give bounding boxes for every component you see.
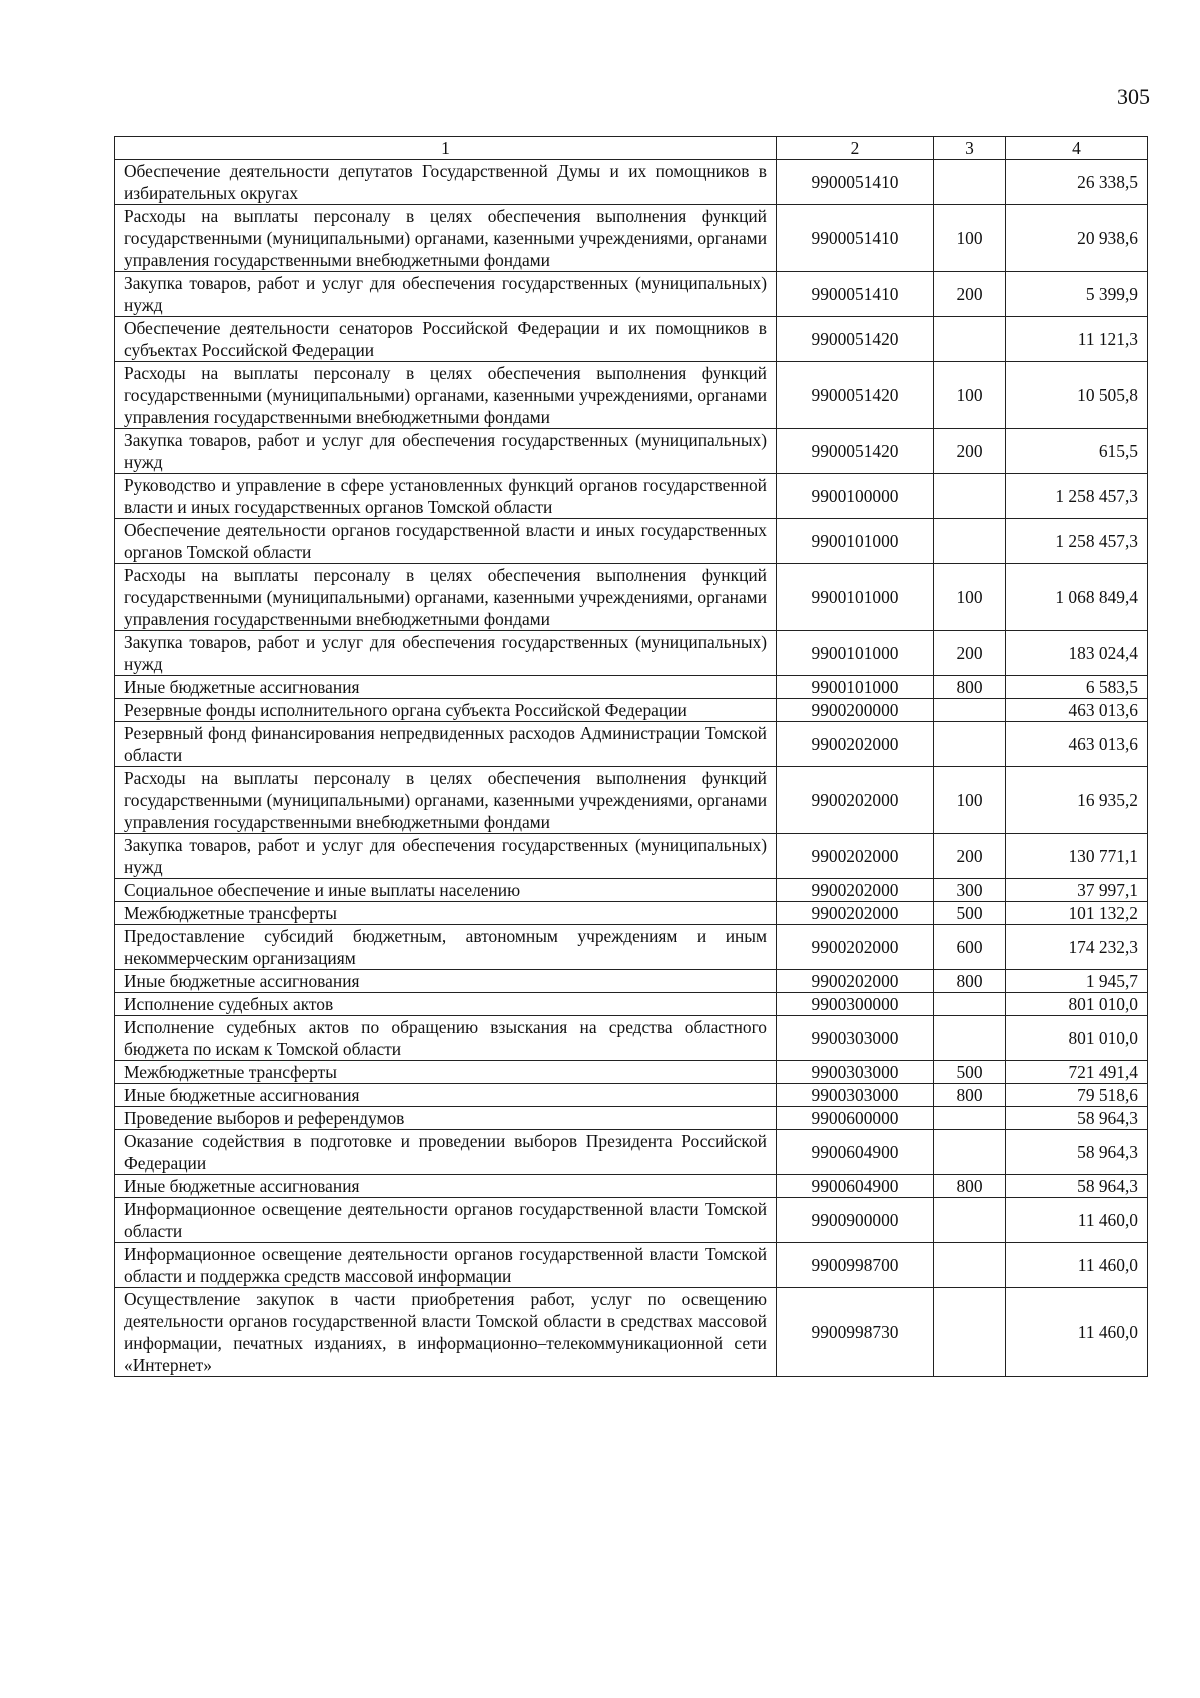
table-row xyxy=(115,564,1148,631)
row-name-cell: Осуществление закупок в части приобретения работ, услуг по освещению деятельности органов государственной власти Томской области в средствах массовой информации, печатных изданиях, в информационно–телекоммуникационной сети «Интернет» xyxy=(115,1288,777,1377)
row-code-cell: 9900202000 xyxy=(777,722,934,767)
row-type-cell xyxy=(934,474,1006,519)
row-sum-cell: 101 132,2 xyxy=(1006,902,1148,925)
table-row xyxy=(115,834,1148,879)
row-sum-cell: 11 460,0 xyxy=(1006,1243,1148,1288)
row-type-cell: 100 xyxy=(934,362,1006,429)
row-sum-cell: 79 518,6 xyxy=(1006,1084,1148,1107)
row-type-cell xyxy=(934,699,1006,722)
table-row xyxy=(115,519,1148,564)
row-name-cell: Руководство и управление в сфере установленных функций органов государственной власти и иных государственных органов Томской области xyxy=(115,474,777,519)
row-name-cell: Закупка товаров, работ и услуг для обеспечения государственных (муниципальных) нужд xyxy=(115,429,777,474)
row-code-cell: 9900900000 xyxy=(777,1198,934,1243)
table-row xyxy=(115,205,1148,272)
row-type-cell: 100 xyxy=(934,767,1006,834)
row-name-cell: Расходы на выплаты персоналу в целях обеспечения выполнения функций государственными (муниципальными) органами, казенными учреждениями, органами управления государственными внебюджетными фондами xyxy=(115,205,777,272)
row-code-cell: 9900051420 xyxy=(777,317,934,362)
row-type-cell: 100 xyxy=(934,564,1006,631)
row-type-cell xyxy=(934,160,1006,205)
row-name-cell: Закупка товаров, работ и услуг для обеспечения государственных (муниципальных) нужд xyxy=(115,272,777,317)
row-name-cell: Проведение выборов и референдумов xyxy=(115,1107,777,1130)
row-sum-cell: 615,5 xyxy=(1006,429,1148,474)
row-code-cell: 9900101000 xyxy=(777,564,934,631)
table-row xyxy=(115,1061,1148,1084)
row-code-cell: 9900051420 xyxy=(777,429,934,474)
budget-table xyxy=(114,136,1148,1377)
header-cell-3: 3 xyxy=(934,137,1006,160)
row-name-cell: Исполнение судебных актов по обращению взыскания на средства областного бюджета по искам к Томской области xyxy=(115,1016,777,1061)
row-sum-cell: 801 010,0 xyxy=(1006,993,1148,1016)
table-row xyxy=(115,631,1148,676)
row-name-cell: Информационное освещение деятельности органов государственной власти Томской области и поддержка средств массовой информации xyxy=(115,1243,777,1288)
row-name-cell: Закупка товаров, работ и услуг для обеспечения государственных (муниципальных) нужд xyxy=(115,631,777,676)
row-name-cell: Информационное освещение деятельности органов государственной власти Томской области xyxy=(115,1198,777,1243)
row-sum-cell: 801 010,0 xyxy=(1006,1016,1148,1061)
row-sum-cell: 1 068 849,4 xyxy=(1006,564,1148,631)
row-name-cell: Оказание содействия в подготовке и проведении выборов Президента Российской Федерации xyxy=(115,1130,777,1175)
row-sum-cell: 174 232,3 xyxy=(1006,925,1148,970)
table-row xyxy=(115,676,1148,699)
table-row xyxy=(115,925,1148,970)
header-cell-1: 1 xyxy=(115,137,777,160)
row-type-cell xyxy=(934,1288,1006,1377)
row-type-cell: 200 xyxy=(934,834,1006,879)
row-code-cell: 9900300000 xyxy=(777,993,934,1016)
row-type-cell: 600 xyxy=(934,925,1006,970)
row-type-cell: 800 xyxy=(934,1084,1006,1107)
row-name-cell: Резервный фонд финансирования непредвиденных расходов Администрации Томской области xyxy=(115,722,777,767)
row-sum-cell: 58 964,3 xyxy=(1006,1175,1148,1198)
row-type-cell: 800 xyxy=(934,970,1006,993)
row-name-cell: Иные бюджетные ассигнования xyxy=(115,1175,777,1198)
table-row xyxy=(115,879,1148,902)
row-type-cell: 200 xyxy=(934,631,1006,676)
row-name-cell: Межбюджетные трансферты xyxy=(115,1061,777,1084)
table-row xyxy=(115,317,1148,362)
row-sum-cell: 463 013,6 xyxy=(1006,722,1148,767)
table-row xyxy=(115,474,1148,519)
row-type-cell xyxy=(934,519,1006,564)
row-name-cell: Расходы на выплаты персоналу в целях обеспечения выполнения функций государственными (муниципальными) органами, казенными учреждениями, органами управления государственными внебюджетными фондами xyxy=(115,767,777,834)
row-type-cell: 300 xyxy=(934,879,1006,902)
table-row xyxy=(115,902,1148,925)
row-code-cell: 9900202000 xyxy=(777,879,934,902)
row-name-cell: Межбюджетные трансферты xyxy=(115,902,777,925)
row-sum-cell: 58 964,3 xyxy=(1006,1130,1148,1175)
row-sum-cell: 721 491,4 xyxy=(1006,1061,1148,1084)
row-sum-cell: 11 460,0 xyxy=(1006,1198,1148,1243)
table-row xyxy=(115,272,1148,317)
table-row xyxy=(115,1107,1148,1130)
row-sum-cell: 1 258 457,3 xyxy=(1006,474,1148,519)
table-row xyxy=(115,722,1148,767)
row-code-cell: 9900101000 xyxy=(777,519,934,564)
row-code-cell: 9900200000 xyxy=(777,699,934,722)
row-name-cell: Предоставление субсидий бюджетным, автономным учреждениям и иным некоммерческим организациям xyxy=(115,925,777,970)
row-name-cell: Обеспечение деятельности органов государственной власти и иных государственных органов Томской области xyxy=(115,519,777,564)
row-type-cell xyxy=(934,1107,1006,1130)
row-type-cell xyxy=(934,1016,1006,1061)
row-type-cell: 800 xyxy=(934,1175,1006,1198)
row-code-cell: 9900051420 xyxy=(777,362,934,429)
table-row xyxy=(115,1288,1148,1377)
row-code-cell: 9900604900 xyxy=(777,1130,934,1175)
row-code-cell: 9900101000 xyxy=(777,676,934,699)
row-type-cell: 800 xyxy=(934,676,1006,699)
row-code-cell: 9900202000 xyxy=(777,970,934,993)
row-sum-cell: 463 013,6 xyxy=(1006,699,1148,722)
row-name-cell: Резервные фонды исполнительного органа субъекта Российской Федерации xyxy=(115,699,777,722)
table-row xyxy=(115,1016,1148,1061)
row-type-cell xyxy=(934,722,1006,767)
row-code-cell: 9900604900 xyxy=(777,1175,934,1198)
row-name-cell: Исполнение судебных актов xyxy=(115,993,777,1016)
table-row xyxy=(115,1243,1148,1288)
row-type-cell xyxy=(934,1198,1006,1243)
table-row xyxy=(115,429,1148,474)
row-name-cell: Иные бюджетные ассигнования xyxy=(115,970,777,993)
row-sum-cell: 5 399,9 xyxy=(1006,272,1148,317)
row-sum-cell: 183 024,4 xyxy=(1006,631,1148,676)
row-type-cell: 200 xyxy=(934,272,1006,317)
table-row xyxy=(115,160,1148,205)
header-cell-4: 4 xyxy=(1006,137,1148,160)
table-row xyxy=(115,767,1148,834)
row-sum-cell: 1 945,7 xyxy=(1006,970,1148,993)
row-name-cell: Иные бюджетные ассигнования xyxy=(115,676,777,699)
row-type-cell xyxy=(934,1243,1006,1288)
table-row xyxy=(115,1084,1148,1107)
table-row xyxy=(115,362,1148,429)
row-sum-cell: 6 583,5 xyxy=(1006,676,1148,699)
header-cell-2: 2 xyxy=(777,137,934,160)
row-code-cell: 9900303000 xyxy=(777,1084,934,1107)
row-sum-cell: 11 121,3 xyxy=(1006,317,1148,362)
row-code-cell: 9900202000 xyxy=(777,767,934,834)
table-row xyxy=(115,970,1148,993)
row-code-cell: 9900100000 xyxy=(777,474,934,519)
table-row xyxy=(115,993,1148,1016)
table-row xyxy=(115,1198,1148,1243)
table-row xyxy=(115,699,1148,722)
row-code-cell: 9900600000 xyxy=(777,1107,934,1130)
row-type-cell: 200 xyxy=(934,429,1006,474)
table-row xyxy=(115,1175,1148,1198)
row-sum-cell: 11 460,0 xyxy=(1006,1288,1148,1377)
row-name-cell: Расходы на выплаты персоналу в целях обеспечения выполнения функций государственными (муниципальными) органами, казенными учреждениями, органами управления государственными внебюджетными фондами xyxy=(115,564,777,631)
page-number: 305 xyxy=(1117,84,1150,109)
table-body xyxy=(115,137,1148,1377)
row-code-cell: 9900998700 xyxy=(777,1243,934,1288)
row-code-cell: 9900051410 xyxy=(777,205,934,272)
row-name-cell: Социальное обеспечение и иные выплаты населению xyxy=(115,879,777,902)
row-name-cell: Обеспечение деятельности сенаторов Российской Федерации и их помощников в субъектах Российской Федерации xyxy=(115,317,777,362)
row-type-cell: 100 xyxy=(934,205,1006,272)
row-code-cell: 9900202000 xyxy=(777,834,934,879)
row-code-cell: 9900101000 xyxy=(777,631,934,676)
row-sum-cell: 20 938,6 xyxy=(1006,205,1148,272)
row-name-cell: Обеспечение деятельности депутатов Государственной Думы и их помощников в избирательных округах xyxy=(115,160,777,205)
row-sum-cell: 10 505,8 xyxy=(1006,362,1148,429)
row-code-cell: 9900202000 xyxy=(777,925,934,970)
row-name-cell: Иные бюджетные ассигнования xyxy=(115,1084,777,1107)
row-type-cell xyxy=(934,993,1006,1016)
row-code-cell: 9900303000 xyxy=(777,1061,934,1084)
row-code-cell: 9900303000 xyxy=(777,1016,934,1061)
table-row xyxy=(115,1130,1148,1175)
row-code-cell: 9900202000 xyxy=(777,902,934,925)
row-type-cell xyxy=(934,1130,1006,1175)
row-name-cell: Расходы на выплаты персоналу в целях обеспечения выполнения функций государственными (муниципальными) органами, казенными учреждениями, органами управления государственными внебюджетными фондами xyxy=(115,362,777,429)
row-sum-cell: 16 935,2 xyxy=(1006,767,1148,834)
row-sum-cell: 130 771,1 xyxy=(1006,834,1148,879)
row-code-cell: 9900998730 xyxy=(777,1288,934,1377)
row-type-cell xyxy=(934,317,1006,362)
row-sum-cell: 1 258 457,3 xyxy=(1006,519,1148,564)
row-sum-cell: 26 338,5 xyxy=(1006,160,1148,205)
table-header-row xyxy=(115,137,1148,160)
row-sum-cell: 58 964,3 xyxy=(1006,1107,1148,1130)
row-code-cell: 9900051410 xyxy=(777,272,934,317)
row-name-cell: Закупка товаров, работ и услуг для обеспечения государственных (муниципальных) нужд xyxy=(115,834,777,879)
row-type-cell: 500 xyxy=(934,902,1006,925)
row-type-cell: 500 xyxy=(934,1061,1006,1084)
row-code-cell: 9900051410 xyxy=(777,160,934,205)
row-sum-cell: 37 997,1 xyxy=(1006,879,1148,902)
